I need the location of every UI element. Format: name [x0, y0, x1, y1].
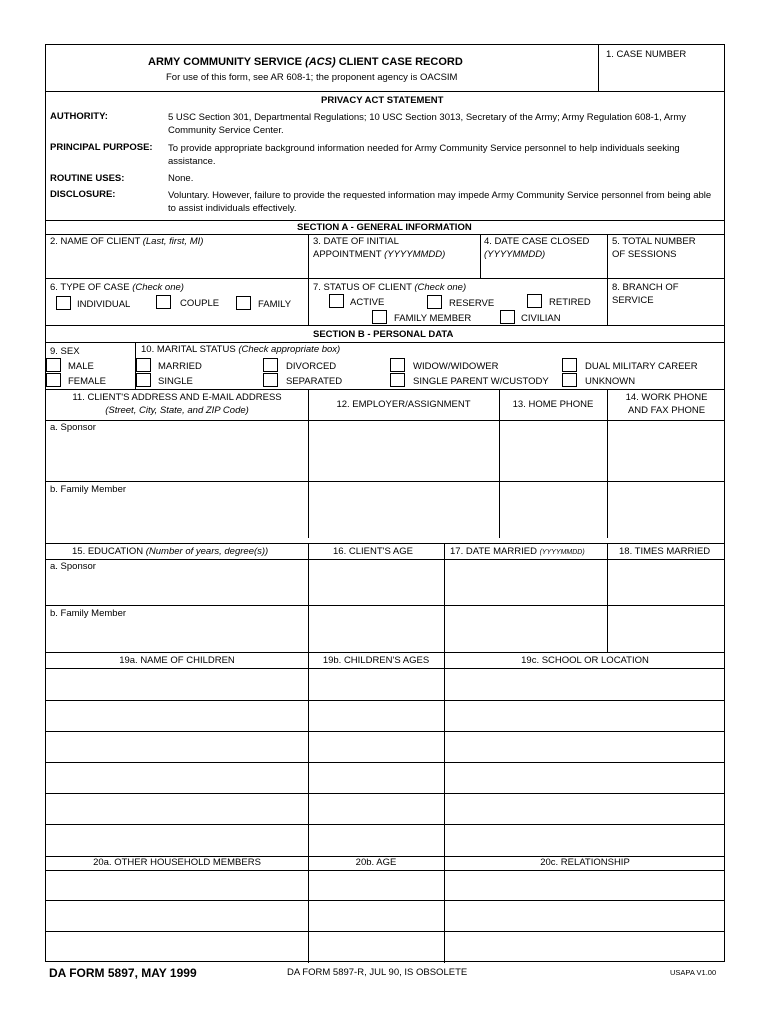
purpose-label: PRINCIPAL PURPOSE:	[50, 142, 153, 153]
divider	[46, 220, 724, 221]
privacy-heading: PRIVACY ACT STATEMENT	[321, 95, 444, 106]
couple-checkbox[interactable]	[156, 295, 171, 309]
civilian-checkbox[interactable]	[500, 310, 515, 324]
married-label: MARRIED	[158, 361, 202, 372]
divider	[46, 389, 724, 390]
divider	[444, 856, 445, 963]
education-sponsor-label[interactable]: a. Sponsor	[50, 561, 96, 572]
divider	[308, 856, 309, 963]
household-label: 20a. OTHER HOUSEHOLD MEMBERS	[93, 857, 261, 868]
fax-phone-label: AND FAX PHONE	[627, 405, 706, 416]
form-subtitle: For use of this form, see AR 608-1; the proponent agency is OACSIM	[166, 72, 458, 83]
divider	[308, 234, 309, 325]
children-name-label: 19a. NAME OF CHILDREN	[119, 655, 235, 666]
dual-military-label: DUAL MILITARY CAREER	[585, 361, 698, 372]
times-married-label: 18. TIMES MARRIED	[619, 546, 711, 557]
client-age-label: 16. CLIENT'S AGE	[333, 546, 413, 557]
address-sponsor-label[interactable]: a. Sponsor	[50, 422, 96, 433]
widow-label: WIDOW/WIDOWER	[413, 361, 499, 372]
date-married-label: 17. DATE MARRIED (YYYYMMDD)	[450, 546, 585, 557]
retired-label: RETIRED	[549, 297, 591, 308]
home-phone-label: 13. HOME PHONE	[512, 399, 594, 410]
authority-label: AUTHORITY:	[50, 111, 108, 122]
female-label: FEMALE	[68, 376, 107, 387]
dual-military-checkbox[interactable]	[562, 358, 577, 372]
divider	[46, 342, 724, 343]
single-checkbox[interactable]	[136, 373, 151, 387]
date-initial-label-2[interactable]: APPOINTMENT (YYYYMMDD)	[313, 249, 446, 260]
unknown-checkbox[interactable]	[562, 373, 577, 387]
family-member-label: FAMILY MEMBER	[394, 313, 472, 324]
divider	[46, 605, 724, 606]
sex-label: 9. SEX	[50, 346, 80, 357]
household-age-label: 20b. AGE	[355, 857, 397, 868]
form-title: ARMY COMMUNITY SERVICE (ACS) CLIENT CASE RECORD	[148, 56, 463, 68]
household-relationship-label: 20c. RELATIONSHIP	[540, 857, 630, 868]
table-row[interactable]	[46, 793, 724, 794]
single-parent-checkbox[interactable]	[390, 373, 405, 387]
form-id: DA FORM 5897, MAY 1999	[49, 966, 197, 980]
male-label: MALE	[68, 361, 94, 372]
divorced-label: DIVORCED	[286, 361, 337, 372]
separated-checkbox[interactable]	[263, 373, 278, 387]
reserve-checkbox[interactable]	[427, 295, 442, 309]
family-checkbox[interactable]	[236, 296, 251, 310]
date-closed-hint[interactable]: (YYYYMMDD)	[484, 249, 546, 260]
branch-label: 8. BRANCH OF	[612, 282, 679, 293]
table-row[interactable]	[46, 824, 724, 825]
table-row[interactable]	[46, 668, 724, 669]
family-member-checkbox[interactable]	[372, 310, 387, 324]
obsolete-notice: DA FORM 5897-R, JUL 90, IS OBSOLETE	[287, 967, 468, 978]
civilian-label: CIVILIAN	[521, 313, 561, 324]
education-label: 15. EDUCATION (Number of years, degree(s))	[72, 546, 269, 557]
branch-label-2[interactable]: SERVICE	[612, 295, 654, 306]
employer-label: 12. EMPLOYER/ASSIGNMENT	[336, 399, 471, 410]
male-checkbox[interactable]	[46, 358, 61, 372]
unknown-label: UNKNOWN	[585, 376, 636, 387]
table-row[interactable]	[46, 870, 724, 871]
female-checkbox[interactable]	[46, 373, 61, 387]
divider	[480, 234, 481, 278]
divider	[444, 652, 445, 857]
table-row[interactable]	[46, 900, 724, 901]
divider	[308, 389, 309, 538]
case-record-form	[45, 44, 725, 962]
marital-status-label: 10. MARITAL STATUS (Check appropriate box)	[141, 344, 341, 355]
children-school-label: 19c. SCHOOL OR LOCATION	[521, 655, 649, 666]
sessions-label-2[interactable]: OF SESSIONS	[612, 249, 677, 260]
reserve-label: RESERVE	[449, 298, 495, 309]
case-type-label: 6. TYPE OF CASE (Check one)	[50, 282, 184, 293]
sessions-label: 5. TOTAL NUMBER	[612, 236, 696, 247]
table-row[interactable]	[46, 931, 724, 932]
education-family-label[interactable]: b. Family Member	[50, 608, 127, 619]
couple-label: COUPLE	[180, 298, 220, 309]
routine-text: None.	[168, 173, 194, 184]
purpose-text: To provide appropriate background information needed for Army Community Service personnel to help individuals seeking assistance.	[168, 143, 680, 167]
divider	[46, 543, 724, 544]
divider	[598, 45, 599, 91]
active-checkbox[interactable]	[329, 294, 344, 308]
address-family-label[interactable]: b. Family Member	[50, 484, 127, 495]
divider	[46, 481, 724, 482]
divider	[308, 652, 309, 857]
active-label: ACTIVE	[350, 297, 385, 308]
section-a-heading: SECTION A - GENERAL INFORMATION	[297, 222, 472, 233]
version-label: USAPA V1.00	[670, 968, 717, 977]
children-ages-label: 19b. CHILDREN'S AGES	[322, 655, 430, 666]
table-row[interactable]	[46, 762, 724, 763]
case-number-label: 1. CASE NUMBER	[606, 49, 687, 60]
single-parent-label: SINGLE PARENT W/CUSTODY	[413, 376, 549, 387]
date-closed-label: 4. DATE CASE CLOSED	[484, 236, 590, 247]
separated-label: SEPARATED	[286, 376, 343, 387]
single-label: SINGLE	[158, 376, 193, 387]
family-label: FAMILY	[258, 299, 292, 310]
divider	[46, 559, 724, 560]
divider	[46, 652, 724, 653]
client-name-label[interactable]: 2. NAME OF CLIENT (Last, first, MI)	[50, 236, 204, 247]
section-b-heading: SECTION B - PERSONAL DATA	[313, 329, 454, 340]
widow-checkbox[interactable]	[390, 358, 405, 372]
work-phone-label: 14. WORK PHONE	[625, 392, 708, 403]
divider	[46, 91, 724, 92]
client-status-label: 7. STATUS OF CLIENT (Check one)	[313, 282, 467, 293]
table-row[interactable]	[46, 700, 724, 701]
routine-label: ROUTINE USES:	[50, 173, 125, 184]
date-initial-label: 3. DATE OF INITIAL	[313, 236, 399, 247]
divider	[46, 420, 724, 421]
disclosure-label: DISCLOSURE:	[50, 189, 116, 200]
disclosure-text: Voluntary. However, failure to provide the requested information may impede Army Community Service personnel from being able to assist individuals effectively.	[168, 190, 712, 214]
married-checkbox[interactable]	[136, 358, 151, 372]
divider	[46, 325, 724, 326]
address-hint: (Street, City, State, and ZIP Code)	[105, 405, 249, 416]
address-label: 11. CLIENT'S ADDRESS AND E-MAIL ADDRESS	[72, 392, 282, 403]
authority-text: 5 USC Section 301, Departmental Regulations; 10 USC Section 3013, Secretary of the Army; Army Regulation 608-1, Army Community Service Center.	[168, 112, 687, 136]
divider	[607, 234, 608, 325]
divider	[499, 389, 500, 538]
table-row[interactable]	[46, 731, 724, 732]
divorced-checkbox[interactable]	[263, 358, 278, 372]
retired-checkbox[interactable]	[527, 294, 542, 308]
individual-checkbox[interactable]	[56, 296, 71, 310]
divider	[46, 234, 724, 235]
individual-label: INDIVIDUAL	[77, 299, 131, 310]
divider	[46, 278, 724, 279]
